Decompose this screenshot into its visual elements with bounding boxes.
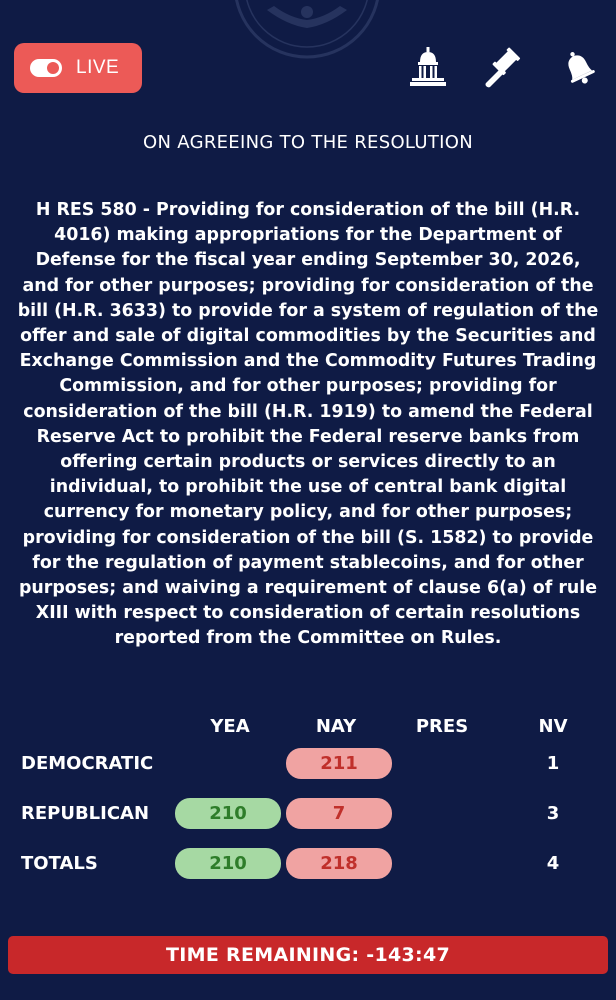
democratic-nv: 1: [546, 753, 560, 774]
vote-description: H RES 580 - Providing for consideration of the bill (H.R. 4016) making appropriations for the Department of Defense for the fiscal year ending September 30, 2026, and for other purposes; providing for consideration of the bill (H.R. 3633) to provide for a system of regulation of the offer and sale of digital commodities by the Securities and Exchange Commission and the Commodity Futures Trading Commission, and for other purposes; providing for consideration of the bill (H.R. 1919) to amend the Federal Reserve Act to prohibit the Federal reserve banks from offering certain products or services directly to an individual, to prohibit the use of central bank digital currency for monetary policy, and for other purposes; providing for consideration of the bill (S. 1582) to provide for the regulation of payment stablecoins, and for other purposes; and waiving a requirement of clause 6(a) of rule XIII with respect to consideration of certain resolutions reported from the Committee on Rules.: [17, 200, 599, 649]
row-label-republican: REPUBLICAN: [21, 803, 150, 824]
live-label: LIVE: [76, 57, 120, 78]
republican-yea: 210: [175, 798, 281, 829]
row-label-democratic: DEMOCRATIC: [21, 753, 154, 774]
totals-nv: 4: [546, 853, 560, 874]
republican-nay: 7: [286, 798, 392, 829]
col-nv: NV: [538, 716, 568, 737]
col-nay: NAY: [315, 716, 357, 737]
live-toggle-icon: [30, 59, 62, 77]
vote-question: ON AGREEING TO THE RESOLUTION: [143, 132, 473, 153]
time-remaining-bar: TIME REMAINING: -143:47: [8, 936, 608, 974]
democratic-nay: 211: [286, 748, 392, 779]
gavel-icon[interactable]: [483, 46, 523, 88]
capitol-icon[interactable]: [408, 46, 448, 88]
row-label-totals: TOTALS: [21, 853, 98, 874]
house-seal-icon: [212, 0, 402, 60]
totals-nay: 218: [286, 848, 392, 879]
live-button[interactable]: [14, 43, 142, 93]
col-pres: PRES: [415, 716, 469, 737]
republican-nv: 3: [546, 803, 560, 824]
totals-yea: 210: [175, 848, 281, 879]
col-yea: YEA: [210, 716, 250, 737]
bell-icon[interactable]: [558, 46, 598, 88]
